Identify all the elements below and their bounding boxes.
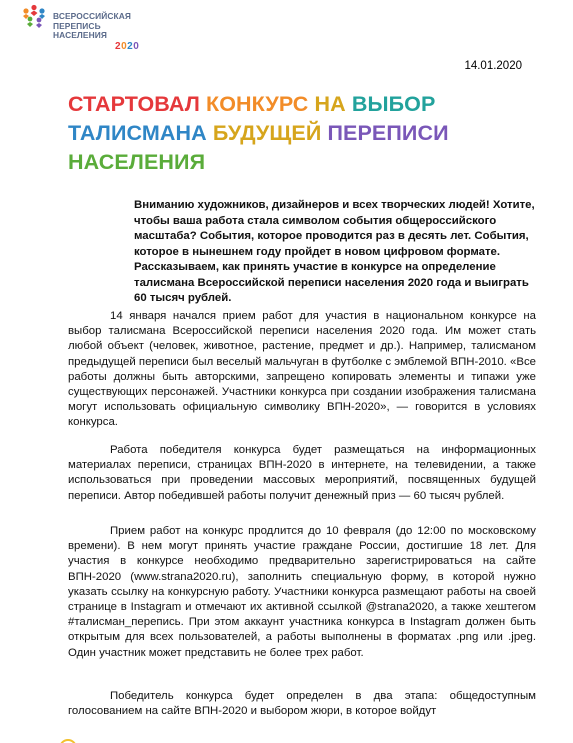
headline-line-1 (68, 90, 548, 119)
headline-word: ВЫБОР (351, 92, 436, 116)
logo-line-1: ВСЕРОССИЙСКАЯ (53, 11, 132, 21)
headline-word: БУДУЩЕЙ (212, 121, 328, 145)
logo-year-digit-3: 2 (127, 41, 134, 51)
headline-word: НАСЕЛЕНИЯ (68, 150, 206, 174)
body-paragraph-3: Прием работ на конкурс продлится до 10 февраля (до 12:00 по московскому времени). В нем могут принять участие граждане России, достигшие 18 лет. Для участия в конкурсе необходимо предварительно зарегистрироваться на сайте ВПН-2020 (www.strana2020.ru), заполнить специальную форму, в которой нужно указать ссылку на конкурсную работу. Участники конкурса размещают работы на своей странице в Instagram и отмечают их активной ссылкой @strana2020, а также хештегом #талисман_перепись. При этом аккаунт участника конкурса в Instagram должен быть открытым для всех пользователей, а работы выполнены в форматах .png или .jpeg. Один участник может представить не более трех работ. (68, 525, 536, 659)
headline-word: ПЕРЕПИСИ (327, 121, 449, 145)
footer-logo-icon (58, 738, 78, 743)
body-paragraph-1: 14 января начался прием работ для участия в национальном конкурсе на выбор талисмана Всероссийской переписи населения 2020 года. Им может стать любой объект (человек, животное, растение, предмет и др.). Например, талисманом предыдущей переписи был веселый мальчуган в футболке с эмблемой ВПН-2010. «Все работы должны быть авторскими, запрещено копировать элементы и типажи уже существующих персонажей. Участники конкурса при создании изображения талисмана могут использовать официальную символику ВПН-2020», — говорится в условиях конкурса. (68, 310, 536, 429)
census-logo (22, 4, 152, 50)
headline-word: ТАЛИСМАНА (68, 121, 213, 145)
logo-year-digit-2: 0 (121, 41, 128, 51)
body-paragraph-2: Работа победителя конкурса будет размещаться на информационных материалах переписи, страницах ВПН-2020 в интернете, на телевидении, а также использоваться при проведении массовых мероприятий, посвященных будущей переписи. Автор победившей работы получит денежный приз — 60 тысяч рублей. (68, 444, 536, 502)
headline-word: СТАРТОВАЛ (68, 92, 206, 116)
logo-wordmark (53, 12, 131, 41)
logo-line-2: ПЕРЕПИСЬ (53, 20, 101, 31)
logo-year-2020 (115, 39, 147, 51)
headline-word: НА (314, 92, 352, 116)
svg-text:2020 (115, 41, 139, 51)
headline-line-3 (68, 148, 548, 177)
lead-paragraph: Вниманию художников, дизайнеров и всех творческих людей! Хотите, чтобы ваша работа стала символом события общероссийского масштаба? События, которое проводится раз в десять лет. События, которое в нынешнем году пройдет в новом цифровом формате. Рассказываем, как принять участие в конкурсе на определение талисмана Всероссийской переписи населения 2020 года и выиграть 60 тысяч рублей. (134, 199, 535, 304)
logo-year-digit-1: 2 (115, 41, 122, 51)
headline-word: КОНКУРС (205, 92, 315, 116)
logo-line-3: НАСЕЛЕНИЯ (53, 30, 107, 41)
logo-year-digit-4: 0 (133, 41, 140, 51)
headline-line-2 (68, 119, 548, 148)
document-date: 14.01.2020 (464, 60, 522, 72)
body-paragraph-4: Победитель конкурса будет определен в два этапа: общедоступным голосованием на сайте ВПН-2020 и выбором жюри, в которое войдут (68, 690, 536, 718)
people-logo-icon (22, 4, 50, 28)
headline (68, 90, 548, 177)
